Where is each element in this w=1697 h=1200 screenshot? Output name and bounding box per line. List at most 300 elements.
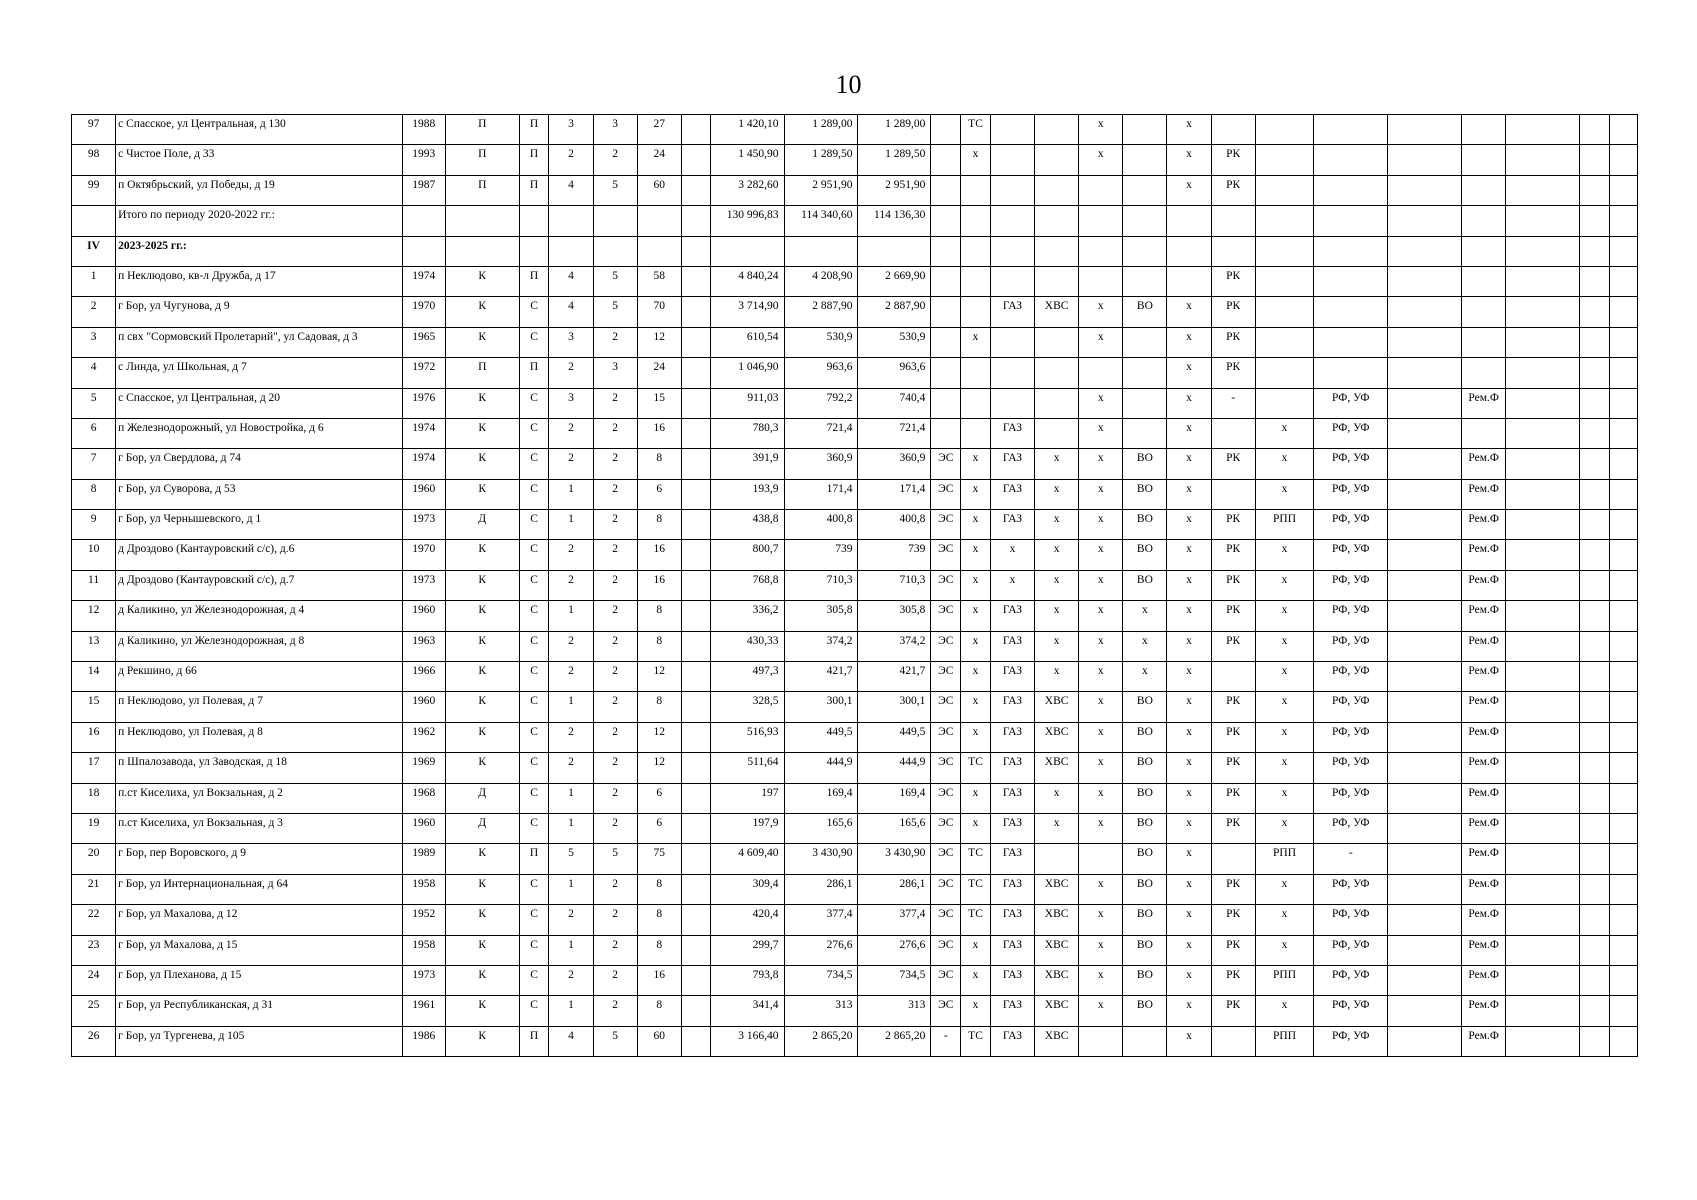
table-cell (681, 388, 710, 418)
table-cell: 14 (72, 662, 116, 692)
table-cell: ЭС (931, 692, 961, 722)
table-cell: 2 (549, 965, 593, 995)
table-cell: 449,5 (858, 722, 931, 752)
address-cell: г Бор, ул Плеханова, д 15 (116, 965, 403, 995)
table-cell: 4 (549, 266, 593, 296)
table-cell (1580, 358, 1610, 388)
table-cell: 5 (593, 175, 637, 205)
table-cell: 2 (593, 145, 637, 175)
table-cell: С (519, 692, 549, 722)
table-cell: 98 (72, 145, 116, 175)
table-cell: ВО (1123, 965, 1167, 995)
section-header-row (72, 236, 1638, 266)
table-cell: ЭС (931, 570, 961, 600)
table-cell (1506, 388, 1580, 418)
table-cell: Рем.Ф (1462, 570, 1506, 600)
table-cell: 171,4 (858, 479, 931, 509)
table-cell (1506, 965, 1580, 995)
table-cell: х (1167, 449, 1211, 479)
table-cell: 1973 (402, 510, 445, 540)
housing-registry-table (71, 114, 1638, 1057)
address-cell: г Бор, пер Воровского, д 9 (116, 844, 403, 874)
table-cell: К (445, 570, 519, 600)
table-row (72, 905, 1638, 935)
table-cell: 1 (549, 935, 593, 965)
table-cell: ЭС (931, 449, 961, 479)
table-cell (1580, 145, 1610, 175)
table-cell (1580, 206, 1610, 236)
table-cell: 1 (549, 813, 593, 843)
table-cell: ТС (961, 753, 991, 783)
table-cell: х (1079, 418, 1123, 448)
table-cell: х (1079, 996, 1123, 1026)
table-cell (1035, 418, 1079, 448)
table-cell (1609, 722, 1637, 752)
table-cell: 444,9 (784, 753, 858, 783)
table-row (72, 388, 1638, 418)
table-cell: х (1255, 783, 1314, 813)
table-cell: х (1167, 1026, 1211, 1056)
table-cell: С (519, 479, 549, 509)
table-cell: 23 (72, 935, 116, 965)
table-cell: 2 (72, 297, 116, 327)
table-cell: РФ, УФ (1314, 965, 1388, 995)
table-cell: 313 (858, 996, 931, 1026)
table-cell: Рем.Ф (1462, 753, 1506, 783)
table-cell: ЭС (931, 813, 961, 843)
table-cell: 377,4 (858, 905, 931, 935)
table-cell (1609, 449, 1637, 479)
address-cell: с Спасское, ул Центральная, д 20 (116, 388, 403, 418)
table-cell: РК (1211, 965, 1255, 995)
table-cell: 15 (637, 388, 681, 418)
table-cell (931, 266, 961, 296)
table-cell: ВО (1123, 783, 1167, 813)
table-cell: К (445, 601, 519, 631)
table-cell (1609, 844, 1637, 874)
table-row (72, 662, 1638, 692)
table-cell: РФ, УФ (1314, 783, 1388, 813)
table-cell: х (1255, 813, 1314, 843)
table-cell (681, 449, 710, 479)
table-cell: х (961, 996, 991, 1026)
table-cell: ГАЗ (990, 753, 1034, 783)
table-cell: 3 430,90 (858, 844, 931, 874)
table-cell (990, 266, 1034, 296)
table-cell: К (445, 418, 519, 448)
table-cell: 2 (593, 631, 637, 661)
table-cell: С (519, 297, 549, 327)
table-cell: 2 (549, 570, 593, 600)
table-cell: 169,4 (784, 783, 858, 813)
table-cell (1580, 935, 1610, 965)
address-cell: д Дроздово (Кантауровский с/с), д.7 (116, 570, 403, 600)
table-cell: 21 (72, 874, 116, 904)
table-cell: 313 (784, 996, 858, 1026)
table-cell: 8 (637, 601, 681, 631)
table-cell: х (1079, 631, 1123, 661)
table-cell: ГАЗ (990, 449, 1034, 479)
table-row (72, 479, 1638, 509)
table-cell: К (445, 662, 519, 692)
table-cell: 26 (72, 1026, 116, 1056)
table-cell (1580, 905, 1610, 935)
table-cell: РФ, УФ (1314, 418, 1388, 448)
table-row (72, 418, 1638, 448)
table-cell: РФ, УФ (1314, 540, 1388, 570)
table-cell: 739 (784, 540, 858, 570)
table-cell: ВО (1123, 692, 1167, 722)
table-cell: х (1123, 601, 1167, 631)
table-cell: П (519, 844, 549, 874)
table-cell (1035, 175, 1079, 205)
table-cell (931, 175, 961, 205)
table-cell: РФ, УФ (1314, 935, 1388, 965)
table-cell: 165,6 (784, 813, 858, 843)
table-cell: х (1167, 844, 1211, 874)
table-cell: 1960 (402, 601, 445, 631)
table-cell: 1989 (402, 844, 445, 874)
table-cell: К (445, 874, 519, 904)
table-cell: х (1167, 145, 1211, 175)
table-cell: х (1167, 297, 1211, 327)
table-cell (1506, 418, 1580, 448)
table-row (72, 327, 1638, 357)
table-cell (1506, 510, 1580, 540)
table-cell: РК (1211, 722, 1255, 752)
table-cell: 1974 (402, 266, 445, 296)
table-cell: 2 (593, 662, 637, 692)
table-cell: 5 (593, 1026, 637, 1056)
table-cell: 18 (72, 783, 116, 813)
table-cell: РК (1211, 874, 1255, 904)
table-cell (858, 236, 931, 266)
table-cell (1314, 327, 1388, 357)
table-cell: Рем.Ф (1462, 510, 1506, 540)
table-cell: 5 (593, 266, 637, 296)
table-cell (1388, 236, 1462, 266)
table-cell: РФ, УФ (1314, 601, 1388, 631)
table-cell: 20 (72, 844, 116, 874)
table-cell: 1974 (402, 449, 445, 479)
table-cell (593, 236, 637, 266)
table-cell: 2 (549, 418, 593, 448)
table-cell: х (1255, 996, 1314, 1026)
table-cell: Д (445, 510, 519, 540)
table-cell: 1973 (402, 570, 445, 600)
table-cell (1211, 479, 1255, 509)
table-cell: х (1035, 540, 1079, 570)
address-cell: г Бор, ул Чернышевского, д 1 (116, 510, 403, 540)
table-cell (1609, 753, 1637, 783)
table-cell: х (1255, 570, 1314, 600)
table-cell: К (445, 905, 519, 935)
table-cell: 1 289,50 (784, 145, 858, 175)
table-cell: 25 (72, 996, 116, 1026)
table-cell (1255, 206, 1314, 236)
table-cell: ХВС (1035, 297, 1079, 327)
table-cell: 2 (593, 965, 637, 995)
table-cell: 15 (72, 692, 116, 722)
table-cell (1580, 479, 1610, 509)
table-cell: 114 340,60 (784, 206, 858, 236)
table-cell (1079, 206, 1123, 236)
table-cell: 1 289,00 (784, 115, 858, 145)
table-row (72, 783, 1638, 813)
table-cell: 2 (549, 145, 593, 175)
table-cell: 400,8 (858, 510, 931, 540)
table-cell (931, 418, 961, 448)
table-cell (1609, 479, 1637, 509)
table-cell: 2 887,90 (858, 297, 931, 327)
table-cell (1388, 540, 1462, 570)
table-cell: 16 (637, 965, 681, 995)
table-row (72, 297, 1638, 327)
table-cell (931, 236, 961, 266)
table-cell: ХВС (1035, 722, 1079, 752)
table-cell: 2 865,20 (784, 1026, 858, 1056)
table-cell: РК (1211, 358, 1255, 388)
table-cell (1506, 236, 1580, 266)
table-cell: 305,8 (858, 601, 931, 631)
table-cell (1580, 540, 1610, 570)
table-cell (1580, 266, 1610, 296)
table-cell (1123, 388, 1167, 418)
table-cell: ТС (961, 905, 991, 935)
table-cell (1388, 479, 1462, 509)
table-cell: 1986 (402, 1026, 445, 1056)
table-cell: К (445, 996, 519, 1026)
table-cell (681, 753, 710, 783)
table-cell (1388, 570, 1462, 600)
table-cell (681, 115, 710, 145)
table-cell (1609, 510, 1637, 540)
table-cell: ГАЗ (990, 631, 1034, 661)
table-cell (681, 479, 710, 509)
table-cell: 421,7 (784, 662, 858, 692)
table-cell (681, 874, 710, 904)
table-cell (1035, 388, 1079, 418)
table-cell (681, 783, 710, 813)
table-cell: ГАЗ (990, 996, 1034, 1026)
table-cell: х (1167, 965, 1211, 995)
table-cell: х (961, 327, 991, 357)
table-cell: Рем.Ф (1462, 662, 1506, 692)
table-cell: 2 669,90 (858, 266, 931, 296)
table-cell (1167, 266, 1211, 296)
table-cell: ЭС (931, 540, 961, 570)
table-cell (1609, 388, 1637, 418)
table-cell: 286,1 (784, 874, 858, 904)
table-cell: РПП (1255, 510, 1314, 540)
table-cell: ТС (961, 1026, 991, 1056)
table-cell: 22 (72, 905, 116, 935)
table-cell (1609, 905, 1637, 935)
table-cell: Рем.Ф (1462, 844, 1506, 874)
table-cell (931, 206, 961, 236)
table-cell (1506, 935, 1580, 965)
table-cell: ГАЗ (990, 418, 1034, 448)
table-cell: 4 609,40 (710, 844, 784, 874)
table-cell (1462, 236, 1506, 266)
table-cell (1580, 813, 1610, 843)
table-cell: РК (1211, 540, 1255, 570)
table-cell (681, 965, 710, 995)
table-cell: 197 (710, 783, 784, 813)
table-cell: ВО (1123, 540, 1167, 570)
table-cell: П (519, 145, 549, 175)
table-cell: 3 (549, 327, 593, 357)
table-cell (1035, 115, 1079, 145)
table-cell: х (1079, 692, 1123, 722)
table-cell: 374,2 (784, 631, 858, 661)
table-cell: 1963 (402, 631, 445, 661)
table-cell: ХВС (1035, 1026, 1079, 1056)
table-cell: К (445, 327, 519, 357)
table-cell: РФ, УФ (1314, 874, 1388, 904)
table-cell (1211, 206, 1255, 236)
table-cell: х (1035, 601, 1079, 631)
table-cell: 2 (593, 753, 637, 783)
table-cell (1388, 601, 1462, 631)
table-cell: х (961, 722, 991, 752)
table-cell: 511,64 (710, 753, 784, 783)
table-row (72, 813, 1638, 843)
table-cell: 3 430,90 (784, 844, 858, 874)
table-cell: 336,2 (710, 601, 784, 631)
table-cell: ГАЗ (990, 965, 1034, 995)
table-cell: 721,4 (784, 418, 858, 448)
table-cell (1035, 206, 1079, 236)
table-cell: 3 (549, 388, 593, 418)
table-cell: 721,4 (858, 418, 931, 448)
table-cell: 1958 (402, 935, 445, 965)
table-cell: ГАЗ (990, 722, 1034, 752)
table-cell: 309,4 (710, 874, 784, 904)
table-cell: П (445, 145, 519, 175)
table-cell (1506, 996, 1580, 1026)
table-cell: 1969 (402, 753, 445, 783)
table-cell: 6 (72, 418, 116, 448)
table-cell: ТС (961, 844, 991, 874)
table-cell: РФ, УФ (1314, 722, 1388, 752)
table-cell (1388, 722, 1462, 752)
table-cell (1035, 327, 1079, 357)
table-cell: 800,7 (710, 540, 784, 570)
table-cell (1462, 206, 1506, 236)
table-cell: 2 (549, 753, 593, 783)
table-cell: 2 (593, 418, 637, 448)
table-cell: х (1255, 662, 1314, 692)
table-cell: 7 (72, 449, 116, 479)
address-cell: п Шпалозавода, ул Заводская, д 18 (116, 753, 403, 783)
table-cell: 734,5 (784, 965, 858, 995)
table-cell: х (961, 935, 991, 965)
table-row (72, 874, 1638, 904)
table-cell (1388, 1026, 1462, 1056)
table-cell (681, 418, 710, 448)
table-cell (1580, 965, 1610, 995)
table-cell: 1952 (402, 905, 445, 935)
table-cell: х (1123, 631, 1167, 661)
table-cell: РПП (1255, 965, 1314, 995)
table-cell: 13 (72, 631, 116, 661)
table-cell (1580, 631, 1610, 661)
table-row (72, 570, 1638, 600)
table-cell (1079, 175, 1123, 205)
table-cell (1580, 510, 1610, 540)
table-cell: РК (1211, 175, 1255, 205)
table-cell: Рем.Ф (1462, 935, 1506, 965)
table-cell: ГАЗ (990, 510, 1034, 540)
table-cell: 171,4 (784, 479, 858, 509)
table-cell: ЭС (931, 753, 961, 783)
table-cell: 10 (72, 540, 116, 570)
table-cell (961, 266, 991, 296)
table-cell: Рем.Ф (1462, 813, 1506, 843)
table-cell: 300,1 (858, 692, 931, 722)
address-cell: с Линда, ул Школьная, д 7 (116, 358, 403, 388)
table-cell (1388, 662, 1462, 692)
table-cell: ВО (1123, 722, 1167, 752)
table-cell (1123, 115, 1167, 145)
table-cell: 740,4 (858, 388, 931, 418)
table-cell: 2 (593, 540, 637, 570)
table-cell (1211, 115, 1255, 145)
table-cell: 9 (72, 510, 116, 540)
table-cell: РК (1211, 266, 1255, 296)
table-cell (1462, 266, 1506, 296)
table-cell: ХВС (1035, 692, 1079, 722)
table-cell (681, 266, 710, 296)
table-cell (681, 692, 710, 722)
address-cell: д Каликино, ул Железнодорожная, д 4 (116, 601, 403, 631)
table-cell (1035, 266, 1079, 296)
table-cell: 58 (637, 266, 681, 296)
table-cell: х (1079, 813, 1123, 843)
table-row (72, 722, 1638, 752)
table-cell: ХВС (1035, 935, 1079, 965)
table-cell (1580, 418, 1610, 448)
table-cell: 2 (549, 662, 593, 692)
table-cell (1609, 692, 1637, 722)
table-cell: ЭС (931, 601, 961, 631)
table-cell (1388, 905, 1462, 935)
table-cell: 8 (637, 692, 681, 722)
table-cell: х (1167, 692, 1211, 722)
table-cell: 420,4 (710, 905, 784, 935)
table-cell: ЭС (931, 996, 961, 1026)
table-cell (1255, 358, 1314, 388)
address-cell: г Бор, ул Махалова, д 12 (116, 905, 403, 935)
address-cell: г Бор, ул Чугунова, д 9 (116, 297, 403, 327)
table-cell: 17 (72, 753, 116, 783)
table-cell: К (445, 479, 519, 509)
table-cell: ГАЗ (990, 783, 1034, 813)
table-cell: 11 (72, 570, 116, 600)
table-cell: Рем.Ф (1462, 692, 1506, 722)
table-cell (1580, 692, 1610, 722)
table-cell (1506, 297, 1580, 327)
table-cell: 4 (549, 297, 593, 327)
table-cell (681, 844, 710, 874)
table-cell: ГАЗ (990, 813, 1034, 843)
table-cell: х (961, 662, 991, 692)
table-cell: 12 (637, 327, 681, 357)
table-cell: х (1079, 449, 1123, 479)
table-cell: С (519, 722, 549, 752)
table-cell: С (519, 540, 549, 570)
